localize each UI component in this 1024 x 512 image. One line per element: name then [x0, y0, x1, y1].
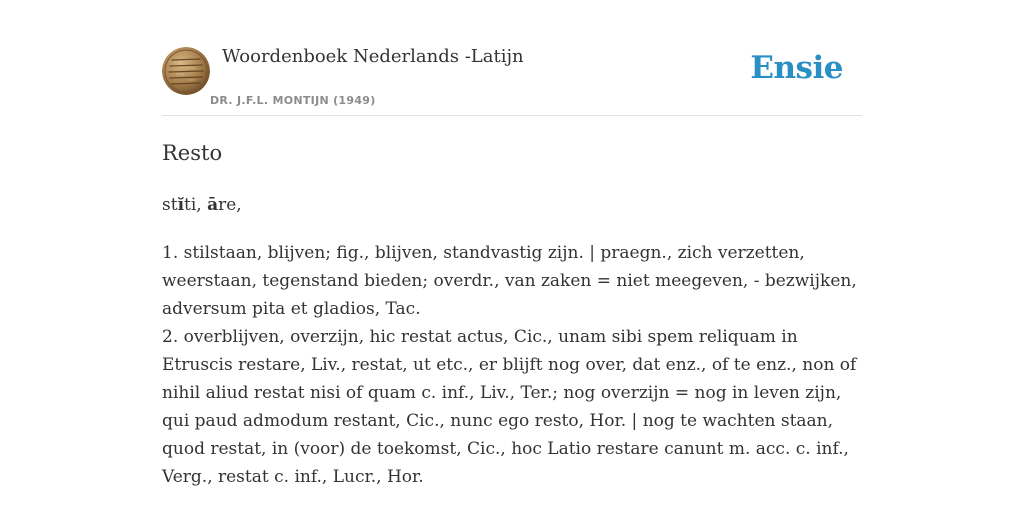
definition-item: 2. overblijven, overzijn, hic restat actus, Cic., unam sibi spem reliquam in Etruscis restare, Liv., restat, ut etc., er blijft nog over, dat enz., of te enz., non of nihil aliud restat nisi of quam c. inf., Liv., Ter.; nog overzijn = nog in leven zijn, qui paud admodum restant, Cic., nunc ego resto, Hor. | nog te wachten staan, quod restat, in (voor) de toekomst, Cic., hoc Latio restare canunt m. acc. c. inf., Verg., restat c. inf., Lucr., Hor.: [162, 327, 857, 487]
page-header: [162, 40, 862, 116]
entry-definitions: [162, 239, 862, 491]
entry-title: Resto: [162, 141, 223, 165]
grammar-text: ti,: [184, 195, 208, 215]
book-author: DR. J.F.L. MONTIJN (1949): [210, 94, 376, 107]
coin-medallion-icon[interactable]: [162, 47, 210, 95]
entry-grammar: [162, 195, 242, 215]
entry-card: [162, 40, 862, 487]
grammar-text: st: [162, 195, 178, 215]
coin-medallion-graphic: [162, 47, 210, 95]
grammar-stem: ā: [207, 195, 219, 215]
grammar-stem: ĭ: [177, 195, 185, 215]
definition-item: 1. stilstaan, blijven; fig., blijven, standvastig zijn. | praegn., zich verzetten, weerstaan, tegenstand bieden; overdr., van zaken = niet meegeven, - bezwijken, adversum pita et gladios, Tac.: [162, 243, 857, 319]
book-title[interactable]: Woordenboek Nederlands -Latijn: [222, 46, 524, 67]
ensie-logo[interactable]: Ensie: [750, 50, 843, 86]
grammar-text: re,: [218, 195, 242, 215]
